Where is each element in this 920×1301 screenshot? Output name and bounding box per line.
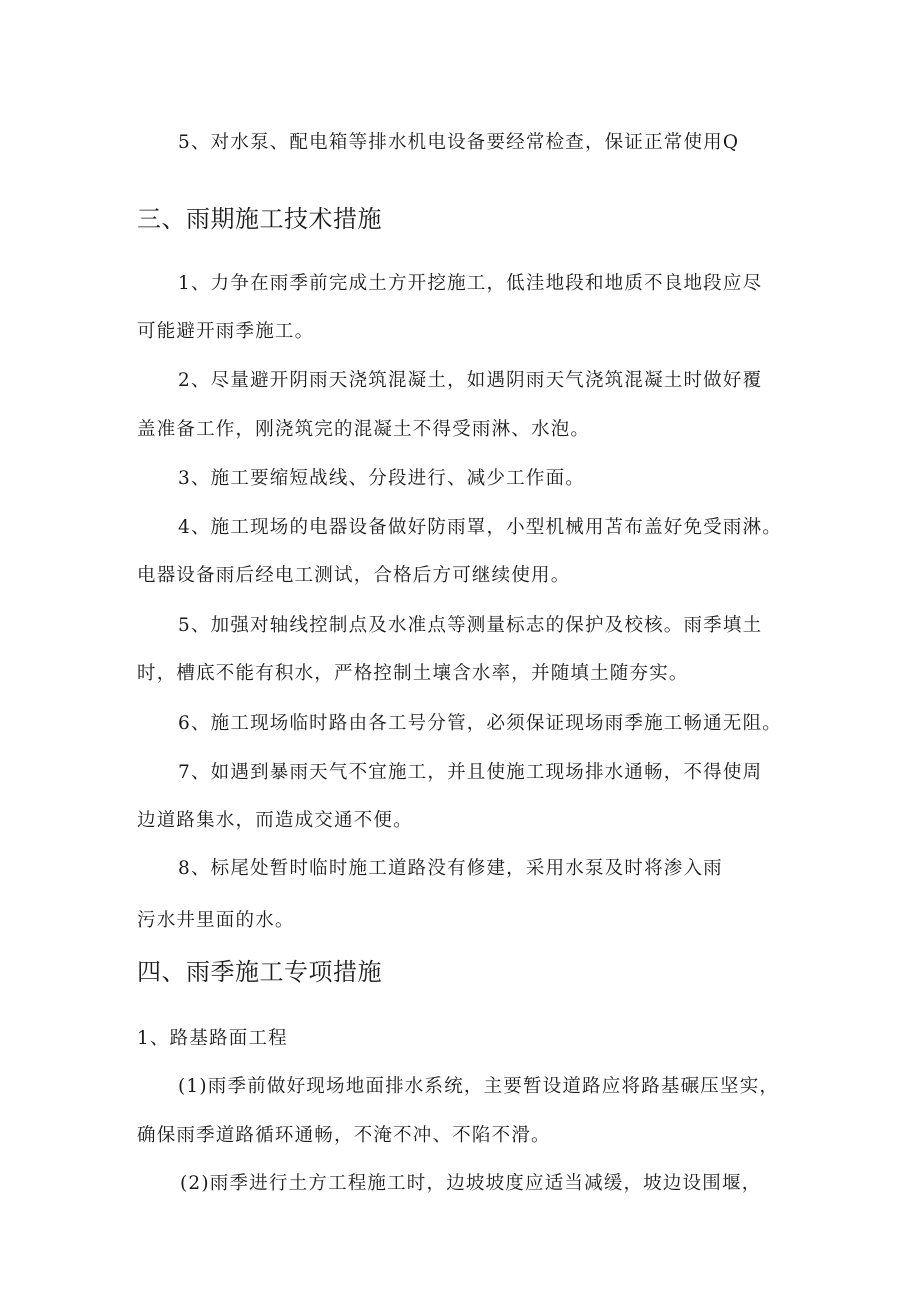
paragraph-line: 5、对水泵、配电箱等排水机电设备要经常检查，保证正常使用Q: [178, 132, 740, 153]
paragraph-line: (2)雨季进行土方工程施工时，边坡坡度应适当减缓，坡边设围堰，: [180, 1173, 762, 1194]
paragraph-line: 盖准备工作，刚浇筑完的混凝土不得受雨淋、水泡。: [137, 419, 591, 440]
paragraph-line: 边道路集水，而造成交通不便。: [137, 810, 413, 831]
paragraph-line: 污水井里面的水。: [137, 910, 295, 931]
paragraph-line: 3、施工要缩短战线、分段进行、减少工作面。: [178, 468, 585, 489]
paragraph-line: 7、如遇到暴雨天气不宜施工，并且使施工现场排水通畅，不得使周: [178, 762, 763, 783]
paragraph-line: 8、标尾处暂时临时施工道路没有修建，采用水泵及时将渗入雨: [178, 858, 723, 879]
paragraph-line: 电器设备雨后经电工测试，合格后方可继续使用。: [137, 565, 571, 586]
subsection-heading: 1、路基路面工程: [137, 1028, 288, 1049]
paragraph-line: 时，槽底不能有积水，严格控制土壤含水率，并随填土随夯实。: [137, 663, 689, 684]
paragraph-line: (1)雨季前做好现场地面排水系统，主要暂设道路应将路基碾压坚实，: [178, 1076, 780, 1097]
paragraph-line: 1、力争在雨季前完成土方开挖施工，低洼地段和地质不良地段应尽: [178, 273, 763, 294]
paragraph-line: 可能避开雨季施工。: [137, 321, 315, 342]
paragraph-line: 确保雨季道路循环通畅，不淹不冲、不陷不滑。: [137, 1125, 551, 1146]
section-heading-4: 四、雨季施工专项措施: [137, 958, 382, 986]
paragraph-line: 6、施工现场临时路由各工号分管，必须保证现场雨季施工畅通无阻。: [178, 713, 782, 734]
section-heading-3: 三、雨期施工技术措施: [137, 205, 382, 233]
paragraph-line: 2、尽量避开阴雨天浇筑混凝土，如遇阴雨天气浇筑混凝土时做好覆: [178, 370, 763, 391]
paragraph-line: 4、施工现场的电器设备做好防雨罩，小型机械用苫布盖好免受雨淋。: [178, 517, 782, 538]
paragraph-line: 5、加强对轴线控制点及水准点等测量标志的保护及校核。雨季填土: [178, 615, 763, 636]
